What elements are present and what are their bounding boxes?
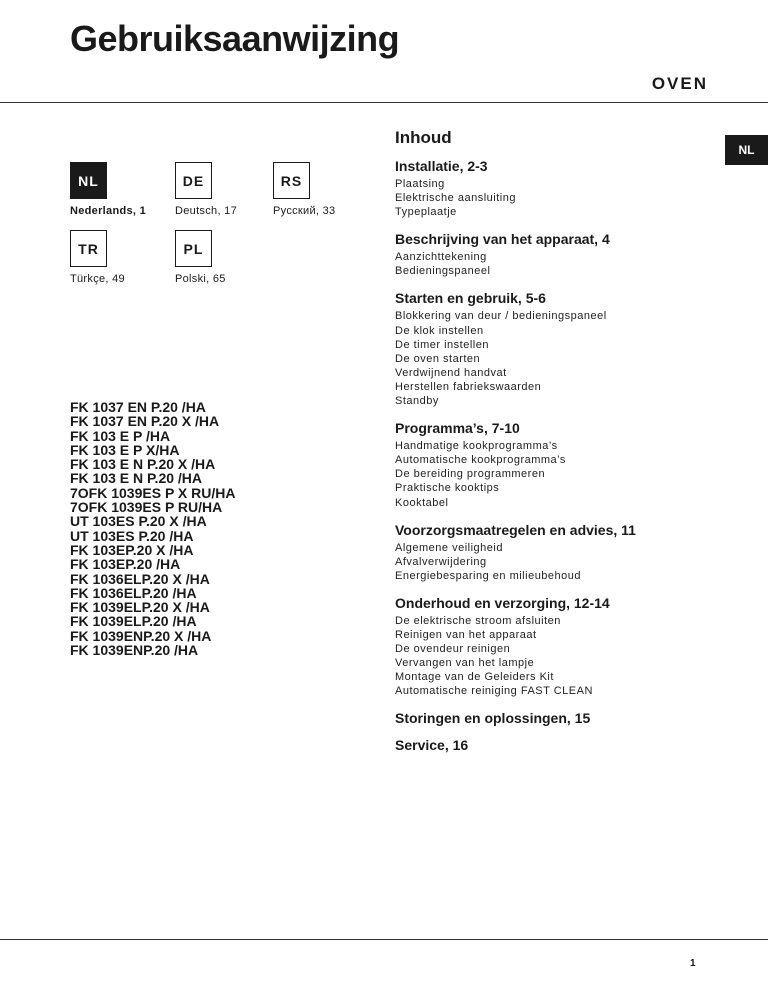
- toc-item[interactable]: De ovendeur reinigen: [395, 643, 511, 656]
- toc-item[interactable]: Kooktabel: [395, 496, 449, 509]
- toc-item[interactable]: De oven starten: [395, 352, 481, 365]
- model-item: FK 1037 EN P.20 X /HA: [70, 413, 220, 430]
- toc-item[interactable]: Elektrische aansluiting: [395, 192, 516, 205]
- toc-section-programmas: [395, 420, 715, 509]
- language-entry-pl[interactable]: [175, 230, 226, 285]
- table-of-contents: [395, 128, 715, 766]
- toc-item[interactable]: Typeplaatje: [395, 206, 457, 219]
- toc-item[interactable]: De bereiding programmeren: [395, 468, 546, 481]
- toc-item[interactable]: De timer instellen: [395, 338, 489, 351]
- language-label: Deutsch, 17: [175, 205, 238, 217]
- language-code-box: TR: [70, 230, 107, 267]
- toc-section-service: [395, 737, 715, 754]
- model-item: FK 103 E N P.20 /HA: [70, 470, 203, 487]
- model-item: FK 1039ENP.20 X /HA: [70, 627, 212, 644]
- language-code-box: PL: [175, 230, 212, 267]
- language-side-tab: NL: [725, 135, 768, 165]
- toc-item[interactable]: Blokkering van deur / bedieningspaneel: [395, 310, 607, 323]
- toc-section-title[interactable]: Installatie, 2-3: [395, 158, 488, 174]
- header-divider: [0, 102, 768, 103]
- document-title: Gebruiksaanwijzing: [70, 18, 400, 59]
- model-item: FK 103EP.20 X /HA: [70, 541, 194, 558]
- toc-section-onderhoud: [395, 595, 715, 699]
- toc-item[interactable]: Vervangen van het lampje: [395, 657, 535, 670]
- toc-section-beschrijving: [395, 231, 715, 278]
- toc-item[interactable]: Bedieningspaneel: [395, 265, 491, 278]
- toc-section-title[interactable]: Beschrijving van het apparaat, 4: [395, 231, 610, 248]
- model-item: UT 103ES P.20 /HA: [70, 527, 194, 544]
- toc-item[interactable]: Plaatsing: [395, 178, 445, 190]
- model-list: [70, 400, 235, 657]
- toc-heading: Inhoud: [395, 128, 452, 147]
- toc-item[interactable]: Algemene veiligheid: [395, 541, 503, 554]
- footer-divider: [0, 939, 768, 940]
- toc-item[interactable]: Aanzichttekening: [395, 251, 487, 264]
- toc-section-title[interactable]: Starten en gebruik, 5-6: [395, 290, 546, 307]
- document-subtitle: OVEN: [651, 74, 708, 93]
- toc-item[interactable]: Energiebesparing en milieubehoud: [395, 569, 582, 582]
- toc-item[interactable]: Handmatige kookprogramma’s: [395, 440, 558, 453]
- toc-section-title[interactable]: Voorzorgsmaatregelen en advies, 11: [395, 521, 636, 538]
- toc-item[interactable]: Herstellen fabriekswaarden: [395, 380, 542, 393]
- model-item: 7OFK 1039ES P X RU/HA: [70, 484, 236, 501]
- model-item: FK 1037 EN P.20 /HA: [70, 399, 206, 415]
- toc-item[interactable]: Reinigen van het apparaat: [395, 628, 537, 641]
- toc-item[interactable]: Montage van de Geleiders Kit: [395, 671, 554, 684]
- toc-item[interactable]: Automatische kookprogramma’s: [395, 454, 566, 467]
- model-item: FK 1039ELP.20 /HA: [70, 613, 197, 630]
- language-code-box: RS: [273, 162, 310, 199]
- toc-item[interactable]: Standby: [395, 395, 439, 408]
- toc-section-title[interactable]: Service, 16: [395, 737, 469, 754]
- language-entry-de[interactable]: [175, 162, 237, 217]
- language-entry-tr[interactable]: [70, 230, 125, 285]
- toc-item[interactable]: Verdwijnend handvat: [395, 366, 507, 379]
- language-entry-rs[interactable]: [273, 162, 335, 217]
- toc-section-installatie: [395, 158, 715, 219]
- language-label: Nederlands, 1: [70, 205, 147, 217]
- model-item: 7OFK 1039ES P RU/HA: [70, 499, 223, 516]
- language-code-box: NL: [70, 162, 107, 199]
- toc-item[interactable]: De klok instellen: [395, 324, 484, 337]
- model-item: FK 1036ELP.20 /HA: [70, 584, 197, 601]
- toc-section-starten: [395, 290, 715, 408]
- toc-item[interactable]: Automatische reiniging FAST CLEAN: [395, 685, 593, 698]
- page-number: 1: [690, 958, 696, 969]
- model-item: FK 1039ENP.20 /HA: [70, 642, 199, 659]
- language-label: Polski, 65: [175, 273, 226, 285]
- model-item: FK 103 E P /HA: [70, 427, 171, 444]
- language-index: [70, 162, 390, 292]
- model-item: FK 103 E N P.20 X /HA: [70, 456, 216, 473]
- toc-section-storingen: [395, 710, 715, 727]
- language-label: Русский, 33: [273, 205, 336, 217]
- toc-section-voorzorgsmaatregelen: [395, 522, 715, 583]
- toc-item[interactable]: Afvalverwijdering: [395, 555, 487, 568]
- toc-item[interactable]: De elektrische stroom afsluiten: [395, 614, 561, 627]
- toc-item[interactable]: Praktische kooktips: [395, 482, 500, 495]
- toc-section-title[interactable]: Onderhoud en verzorging, 12-14: [395, 594, 610, 611]
- language-entry-nl[interactable]: [70, 162, 146, 217]
- model-item: FK 103 E P X/HA: [70, 441, 180, 458]
- toc-section-title[interactable]: Programma’s, 7-10: [395, 420, 520, 437]
- model-item: UT 103ES P.20 X /HA: [70, 513, 207, 530]
- model-item: FK 1036ELP.20 X /HA: [70, 570, 210, 587]
- toc-section-title[interactable]: Storingen en oplossingen, 15: [395, 710, 591, 727]
- language-code-box: DE: [175, 162, 212, 199]
- language-label: Türkçe, 49: [70, 273, 125, 285]
- model-item: FK 103EP.20 /HA: [70, 556, 181, 573]
- model-item: FK 1039ELP.20 X /HA: [70, 599, 210, 616]
